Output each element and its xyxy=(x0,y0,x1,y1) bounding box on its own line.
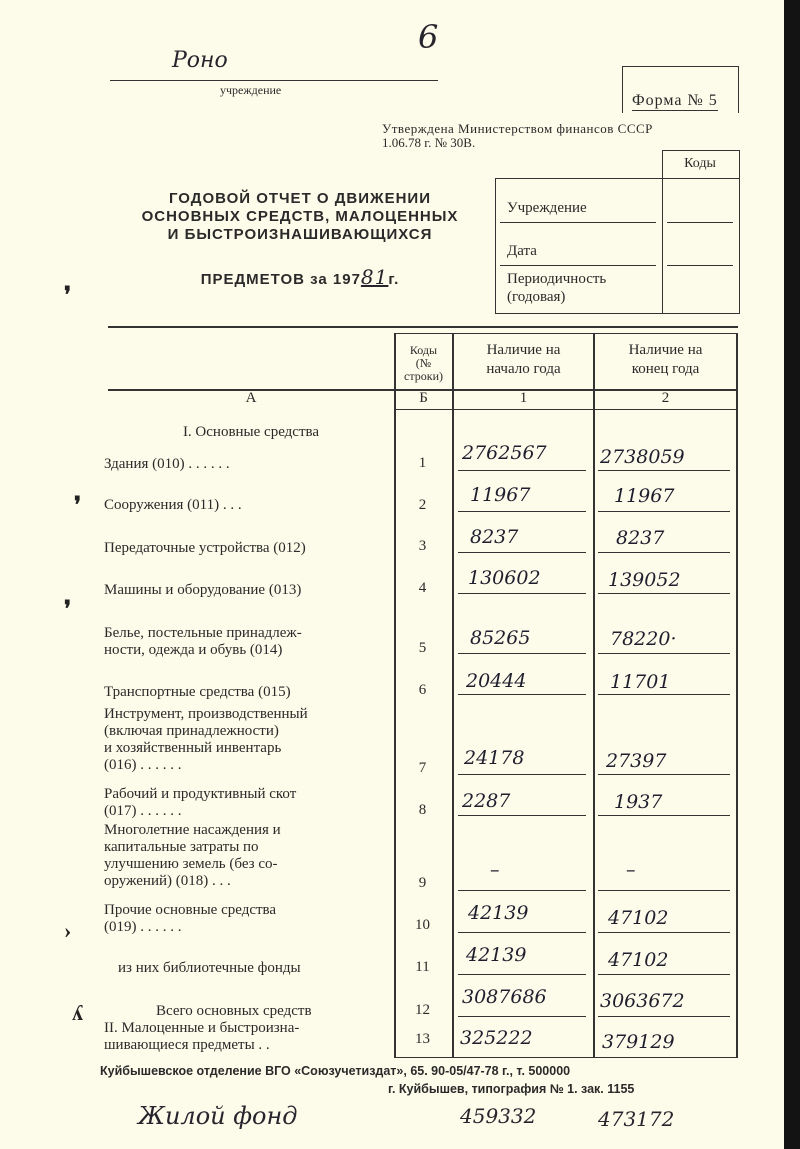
row-start-value: 8237 xyxy=(470,526,519,548)
housing-fund-end: 473172 xyxy=(598,1107,675,1131)
value-line xyxy=(598,694,730,695)
row-end-value: 379129 xyxy=(602,1031,675,1053)
value-line xyxy=(458,593,586,594)
table-row-label: II. Малоценные и быстроизна- шивающиеся предметы . . xyxy=(104,1020,300,1053)
value-line xyxy=(458,1016,586,1017)
page-number: 6 xyxy=(418,18,439,56)
approval-line-1: Утверждена Министерством финансов СССР xyxy=(382,121,653,136)
margin-mark: ❜ xyxy=(74,492,82,517)
row-end-value: 11967 xyxy=(614,485,675,507)
printing-info: г. Куйбышев, типография № 1. зак. 1155 xyxy=(388,1082,635,1096)
value-line xyxy=(598,593,730,594)
margin-mark: ʎ xyxy=(72,1000,83,1025)
header-start-of-year: Наличие на начало года xyxy=(486,342,561,377)
table-row-label: из них библиотечные фонды xyxy=(118,960,301,976)
row-end-value: 8237 xyxy=(616,527,665,549)
value-line xyxy=(458,470,586,471)
row-start-value: 24178 xyxy=(464,747,525,769)
row-start-value: 42139 xyxy=(466,944,527,966)
header-end-of-year: Наличие на конец года xyxy=(628,342,703,377)
value-line xyxy=(598,815,730,816)
table-row-label: Транспортные средства (015) xyxy=(104,684,291,700)
section-title: I. Основные средства xyxy=(182,424,320,440)
value-line xyxy=(458,511,586,512)
row-code: 5 xyxy=(418,640,427,656)
value-line xyxy=(598,774,730,775)
table-subheader-rule xyxy=(395,409,738,410)
header-codes: Коды (№ строки) xyxy=(404,343,443,383)
codes-row-annual: (годовая) xyxy=(507,289,566,305)
codes-box-divider xyxy=(662,178,663,313)
row-code: 7 xyxy=(418,760,427,776)
row-start-value: 11967 xyxy=(470,484,531,506)
table-header-inner-rule xyxy=(395,333,738,334)
col-a-label: А xyxy=(245,390,257,406)
codes-box-header: Коды xyxy=(684,156,716,171)
institution-underline xyxy=(110,80,438,81)
housing-fund-label: Жилой фонд xyxy=(138,1102,298,1130)
value-line xyxy=(598,552,730,553)
report-title-line-1: ГОДОВОЙ ОТЧЕТ О ДВИЖЕНИИ xyxy=(168,190,431,207)
row-start-value: 2287 xyxy=(462,790,511,812)
row-end-value: 11701 xyxy=(610,671,671,693)
row-code: 8 xyxy=(418,802,427,818)
table-row-label: Здания (010) . . . . . . xyxy=(104,456,230,472)
row-code: 6 xyxy=(418,682,427,698)
table-col-line-1 xyxy=(452,333,454,1058)
institution-handwritten: Роно xyxy=(172,48,228,73)
codes-row-date: Дата xyxy=(507,243,537,259)
page-edge xyxy=(784,0,800,1149)
form-label: Форма № 5 xyxy=(632,92,718,109)
row-start-value: 3087686 xyxy=(462,986,547,1008)
row-start-value: 2762567 xyxy=(462,442,547,464)
report-title-line-3: И БЫСТРОИЗНАШИВАЮЩИХСЯ xyxy=(167,226,433,243)
codes-row-line xyxy=(500,222,656,223)
table-row-label: Многолетние насаждения и капитальные затраты по улучшению земель (без со- оружений) (018) . . . xyxy=(104,822,281,889)
housing-fund-start: 459332 xyxy=(460,1104,537,1128)
row-start-value: 85265 xyxy=(470,627,531,649)
row-end-value: 1937 xyxy=(614,791,663,813)
publisher-info: Куйбышевское отделение ВГО «Союзучетиздат», 65. 90-05/47-78 г., т. 500000 xyxy=(100,1064,571,1078)
codes-cell-line xyxy=(667,222,733,223)
table-col-line-end xyxy=(736,333,738,1058)
value-line xyxy=(458,974,586,975)
value-line xyxy=(598,1016,730,1017)
table-row-label: Белье, постельные принадлеж- ности, одежда и обувь (014) xyxy=(104,625,302,658)
report-title-period: ПРЕДМЕТОВ за 19781г. xyxy=(200,265,400,289)
value-line xyxy=(598,974,730,975)
report-year-handwritten: 81 xyxy=(360,265,389,289)
margin-mark: ❜ xyxy=(64,596,72,621)
row-code: 4 xyxy=(418,580,427,596)
row-start-value: – xyxy=(490,859,500,881)
approval-line-2: 1.06.78 г. № 30В. xyxy=(382,135,476,150)
col-2-label: 2 xyxy=(661,390,670,406)
value-line xyxy=(458,694,586,695)
row-start-value: 130602 xyxy=(468,567,541,589)
table-row-label: Рабочий и продуктивный скот (017) . . . . . . xyxy=(104,786,297,819)
institution-label: учреждение xyxy=(220,83,282,97)
table-col-line-2 xyxy=(593,333,595,1058)
row-start-value: 20444 xyxy=(466,670,527,692)
col-1-label: 1 xyxy=(519,390,528,406)
value-line xyxy=(458,815,586,816)
row-code: 1 xyxy=(418,455,427,471)
codes-cell-line xyxy=(667,265,733,266)
row-code: 3 xyxy=(418,538,427,554)
row-code: 13 xyxy=(415,1031,430,1047)
value-line xyxy=(598,511,730,512)
row-end-value: 78220· xyxy=(610,628,677,650)
value-line xyxy=(458,552,586,553)
row-end-value: 2738059 xyxy=(600,446,685,468)
row-end-value: 47102 xyxy=(608,949,669,971)
margin-mark: ❜ xyxy=(64,282,72,307)
codes-row-periodicity: Периодичность xyxy=(507,271,607,287)
table-row-label: Всего основных средств xyxy=(156,1003,312,1019)
value-line xyxy=(598,890,730,891)
col-b-label: Б xyxy=(419,390,428,406)
value-line xyxy=(458,774,586,775)
row-end-value: – xyxy=(626,859,636,881)
table-row-label: Сооружения (011) . . . xyxy=(104,497,242,513)
table-top-rule xyxy=(108,326,738,328)
value-line xyxy=(598,932,730,933)
value-line xyxy=(598,653,730,654)
value-line xyxy=(458,653,586,654)
row-code: 2 xyxy=(418,497,427,513)
row-end-value: 139052 xyxy=(608,569,681,591)
margin-mark: › xyxy=(64,918,72,943)
report-title-line-2: ОСНОВНЫХ СРЕДСТВ, МАЛОЦЕННЫХ xyxy=(141,208,459,225)
value-line xyxy=(458,890,586,891)
row-end-value: 47102 xyxy=(608,907,669,929)
row-end-value: 27397 xyxy=(606,750,667,772)
row-code: 10 xyxy=(415,917,430,933)
row-code: 12 xyxy=(415,1002,430,1018)
row-code: 11 xyxy=(415,959,430,975)
table-row-label: Прочие основные средства (019) . . . . . . xyxy=(104,902,277,935)
row-start-value: 42139 xyxy=(468,902,529,924)
value-line xyxy=(598,470,730,471)
row-code: 9 xyxy=(418,875,427,891)
table-bottom-rule xyxy=(395,1057,738,1058)
table-row-label: Инструмент, производственный (включая принадлежности) и хозяйственный инвентарь (016) . . . . . . xyxy=(104,706,308,773)
row-end-value: 3063672 xyxy=(600,990,685,1012)
row-start-value: 325222 xyxy=(460,1027,533,1049)
table-row-label: Машины и оборудование (013) xyxy=(104,582,302,598)
table-row-label: Передаточные устройства (012) xyxy=(104,540,306,556)
value-line xyxy=(458,932,586,933)
codes-row-institution: Учреждение xyxy=(507,200,587,216)
codes-row-line xyxy=(500,265,656,266)
